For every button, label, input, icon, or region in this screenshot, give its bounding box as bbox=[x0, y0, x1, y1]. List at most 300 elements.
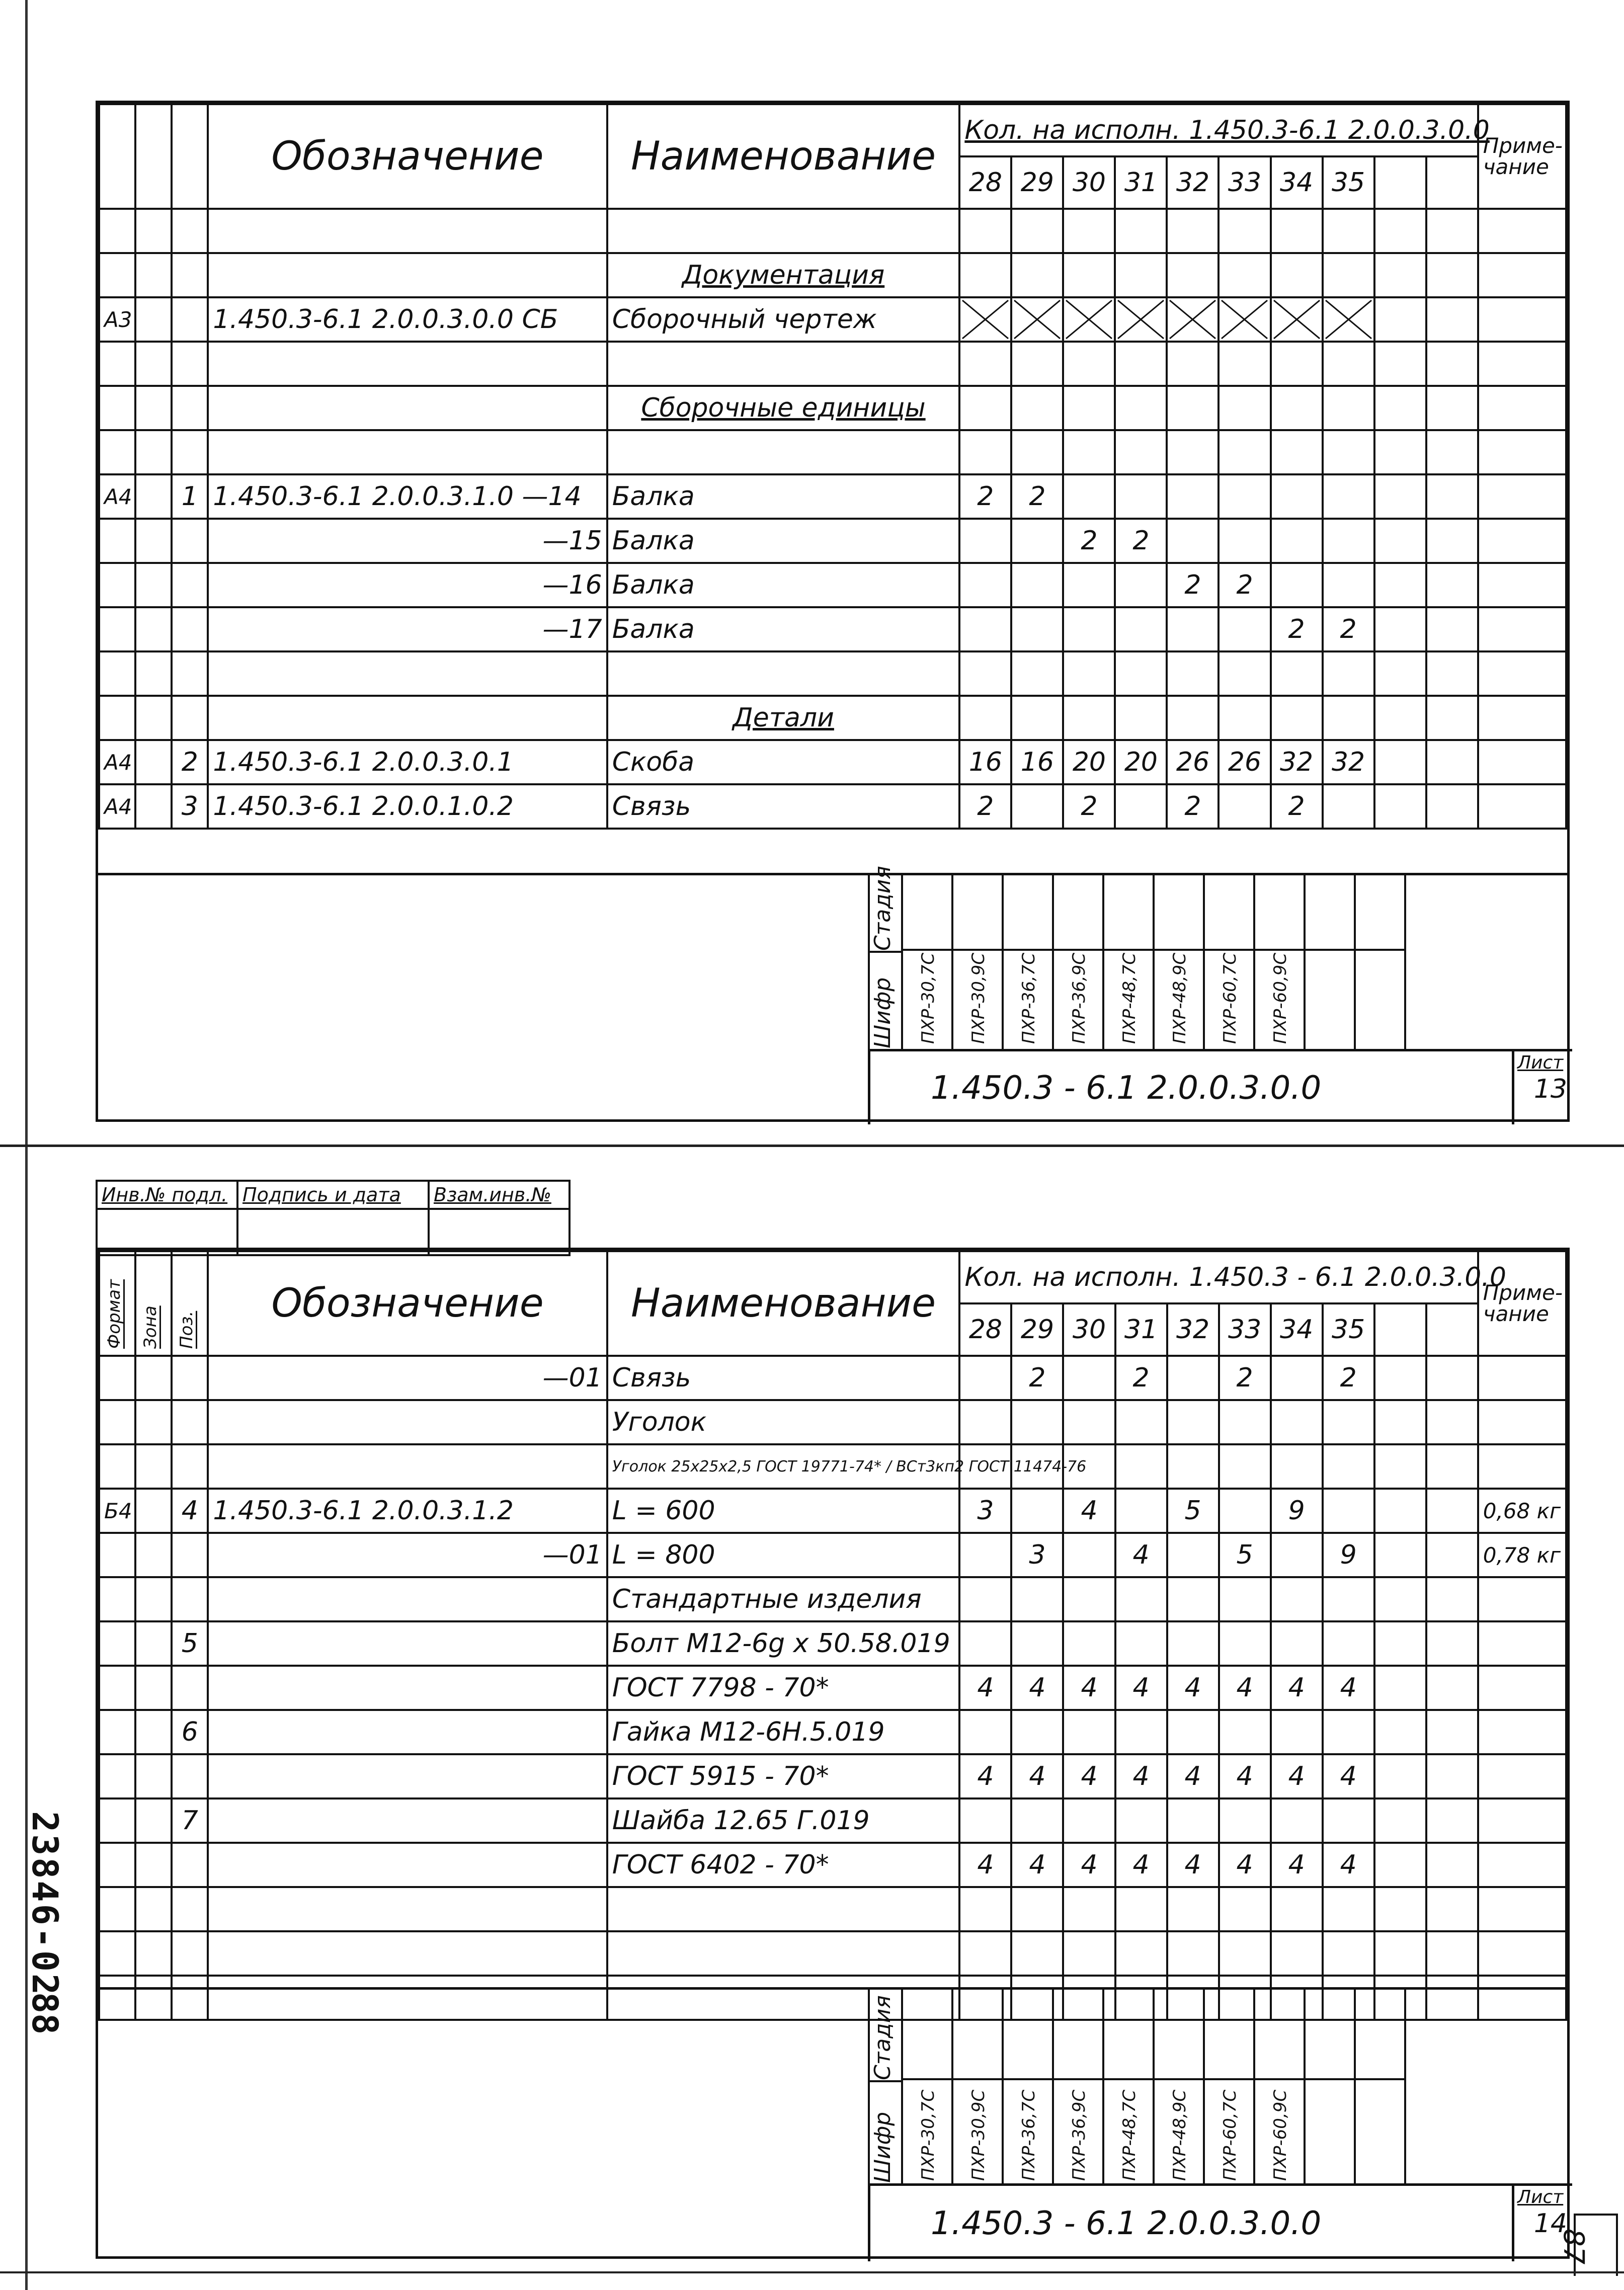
cell bbox=[1011, 342, 1063, 386]
code-value: ПХР-36,9С bbox=[1069, 952, 1089, 1044]
qty-cell bbox=[1115, 1710, 1167, 1754]
cell bbox=[1167, 253, 1219, 297]
qty-cell: 16 bbox=[1011, 740, 1063, 784]
variant-col-35: 35 bbox=[1323, 1303, 1374, 1356]
qty-cell bbox=[1011, 784, 1063, 829]
qty-cell: 4 bbox=[1115, 1754, 1167, 1798]
cell bbox=[1426, 1533, 1478, 1577]
cell bbox=[208, 1887, 607, 1931]
code-cell bbox=[1155, 875, 1205, 1049]
qty-cell: 4 bbox=[1011, 1843, 1063, 1887]
note-cell: 0,68 кг bbox=[1478, 1489, 1566, 1533]
cell bbox=[208, 696, 607, 740]
stage-label: Стадия bbox=[870, 866, 896, 951]
note-cell bbox=[1478, 607, 1566, 651]
cell bbox=[135, 1931, 172, 1976]
spec-row bbox=[99, 1356, 1566, 1400]
note-cell: 0,78 кг bbox=[1478, 1533, 1566, 1577]
header-row-1 bbox=[99, 104, 1566, 156]
zone-cell bbox=[135, 784, 172, 829]
variant-col-33: 33 bbox=[1219, 1303, 1271, 1356]
cell bbox=[99, 430, 135, 474]
name-cell: Болт М12-6g x 50.58.019 bbox=[607, 1621, 960, 1666]
qty-cell bbox=[959, 1710, 1011, 1754]
cross-icon bbox=[1064, 298, 1114, 341]
zone-cell bbox=[135, 1489, 172, 1533]
spec-row bbox=[99, 1577, 1566, 1621]
note-cell bbox=[1478, 1577, 1566, 1621]
qty-cell bbox=[1011, 1489, 1063, 1533]
cell bbox=[1374, 342, 1426, 386]
cell bbox=[1219, 209, 1270, 253]
qty-header: Кол. на исполн. 1.450.3-6.1 2.0.0.3.0.0 bbox=[959, 104, 1478, 156]
cell bbox=[1115, 342, 1167, 386]
cell bbox=[1219, 651, 1270, 696]
qty-cell: 4 bbox=[1011, 1666, 1063, 1710]
qty-cell: 32 bbox=[1323, 740, 1374, 784]
stage-cell bbox=[1306, 875, 1354, 951]
cell bbox=[1011, 696, 1063, 740]
cell bbox=[1011, 430, 1063, 474]
qty-cell: 4 bbox=[1219, 1666, 1271, 1710]
cell bbox=[1323, 253, 1374, 297]
cell bbox=[135, 696, 172, 740]
cell bbox=[1271, 1887, 1323, 1931]
code-value: ПХР-30,7С bbox=[918, 2089, 938, 2181]
note-cell bbox=[1478, 1710, 1566, 1754]
position-cell: 4 bbox=[172, 1489, 208, 1533]
qty-cell bbox=[959, 1400, 1011, 1444]
format-cell bbox=[99, 1444, 135, 1489]
name-cell: Стандартные изделия bbox=[607, 1577, 960, 1621]
variant-col-30: 30 bbox=[1063, 1303, 1115, 1356]
code-value: ПХР-36,7С bbox=[1019, 952, 1039, 1044]
qty-cell bbox=[1115, 784, 1167, 829]
qty-cell bbox=[1271, 1400, 1323, 1444]
code-value: ПХР-48,7С bbox=[1119, 2089, 1140, 2181]
designation-header: Обозначение bbox=[208, 1251, 607, 1356]
cell bbox=[1219, 253, 1270, 297]
qty-cell: 4 bbox=[1323, 1754, 1374, 1798]
blank-row bbox=[99, 342, 1566, 386]
cell bbox=[1323, 1931, 1374, 1976]
name-cell: L = 600 bbox=[607, 1489, 960, 1533]
cross-icon bbox=[960, 298, 1010, 341]
qty-cell bbox=[1115, 1444, 1167, 1489]
qty-cell bbox=[1219, 1577, 1271, 1621]
qty-cell bbox=[1063, 1533, 1115, 1577]
position-cell: 6 bbox=[172, 1710, 208, 1754]
cell bbox=[1374, 1843, 1426, 1887]
cell bbox=[1374, 1887, 1426, 1931]
qty-cell bbox=[1323, 474, 1374, 519]
cell bbox=[1115, 1931, 1167, 1976]
corner-page-number: 87 bbox=[1557, 2229, 1590, 2265]
cell bbox=[1374, 696, 1426, 740]
qty-cell: 4 bbox=[1219, 1754, 1271, 1798]
zone-cell bbox=[135, 563, 172, 607]
position-cell bbox=[172, 1666, 208, 1710]
signature-block bbox=[96, 1180, 571, 1256]
cell bbox=[1478, 1931, 1566, 1976]
qty-cell bbox=[1063, 1577, 1115, 1621]
sheet-number: 13 bbox=[1533, 1074, 1567, 1104]
designation-header: Обозначение bbox=[208, 104, 607, 209]
qty-cell bbox=[1219, 1444, 1271, 1489]
variant-col-29: 29 bbox=[1011, 156, 1063, 209]
cell bbox=[1011, 1931, 1063, 1976]
qty-cell bbox=[1219, 474, 1270, 519]
zone-header-cell bbox=[135, 104, 172, 209]
variant-col-34: 34 bbox=[1271, 1303, 1323, 1356]
cell bbox=[1374, 607, 1426, 651]
stage-cell bbox=[1205, 1990, 1253, 2080]
variant-col-29: 29 bbox=[1011, 1303, 1063, 1356]
spare-code-cell bbox=[1306, 1990, 1356, 2183]
cell bbox=[1167, 1931, 1219, 1976]
cross-mark-cell bbox=[1219, 297, 1270, 342]
spec-row bbox=[99, 1843, 1566, 1887]
zone-header-cell bbox=[135, 1251, 172, 1356]
designation-cell: —15 bbox=[208, 519, 607, 563]
cell bbox=[1478, 696, 1566, 740]
name-cell: Уголок 25x25x2,5 ГОСТ 19771-74* / ВСт3кп2 ГОСТ 11474-76 bbox=[607, 1444, 960, 1489]
sheet-label: Лист bbox=[1517, 1052, 1564, 1073]
position-cell bbox=[172, 1356, 208, 1400]
cell bbox=[959, 253, 1011, 297]
cell bbox=[1167, 1887, 1219, 1931]
code-value: ПХР-30,7С bbox=[918, 952, 938, 1044]
cell bbox=[1426, 607, 1478, 651]
cell bbox=[1426, 740, 1478, 784]
doc-number: 1.450.3 - 6.1 2.0.0.3.0.0 bbox=[931, 2205, 1322, 2242]
zone-cell bbox=[135, 1356, 172, 1400]
qty-cell bbox=[1271, 1577, 1323, 1621]
qty-cell bbox=[1167, 1798, 1219, 1843]
name-cell: Балка bbox=[607, 607, 960, 651]
cross-icon bbox=[1324, 298, 1373, 341]
code-cell bbox=[1004, 1990, 1054, 2183]
variant-col-32: 32 bbox=[1167, 156, 1219, 209]
sheet-number: 14 bbox=[1533, 2209, 1567, 2239]
cell bbox=[1426, 1710, 1478, 1754]
spec-row bbox=[99, 1798, 1566, 1843]
qty-cell: 3 bbox=[1011, 1533, 1063, 1577]
qty-cell: 4 bbox=[959, 1843, 1011, 1887]
cell bbox=[607, 1887, 960, 1931]
cell bbox=[1011, 1887, 1063, 1931]
cell bbox=[99, 1931, 135, 1976]
spec-row bbox=[99, 1489, 1566, 1533]
position-cell bbox=[172, 563, 208, 607]
cell bbox=[1478, 1887, 1566, 1931]
qty-cell: 2 bbox=[959, 474, 1011, 519]
cell bbox=[1426, 342, 1478, 386]
qty-cell: 26 bbox=[1219, 740, 1270, 784]
cell bbox=[1167, 209, 1219, 253]
format-cell bbox=[99, 1754, 135, 1798]
cell bbox=[1426, 209, 1478, 253]
cell bbox=[1426, 784, 1478, 829]
designation-cell: —01 bbox=[208, 1356, 607, 1400]
code-cell bbox=[1104, 1990, 1155, 2183]
code-value: ПХР-36,7С bbox=[1019, 2089, 1039, 2181]
format-cell: А4 bbox=[99, 474, 135, 519]
code-value: ПХР-60,9С bbox=[1270, 952, 1290, 1044]
cell bbox=[99, 1887, 135, 1931]
spec-body bbox=[99, 209, 1566, 829]
qty-cell: 20 bbox=[1063, 740, 1115, 784]
qty-cell: 2 bbox=[1323, 607, 1374, 651]
blank-row bbox=[99, 651, 1566, 696]
cell bbox=[1374, 1621, 1426, 1666]
cell bbox=[1426, 1444, 1478, 1489]
zone-cell bbox=[135, 297, 172, 342]
position-cell bbox=[172, 1400, 208, 1444]
qty-cell: 2 bbox=[1011, 1356, 1063, 1400]
cell bbox=[1011, 386, 1063, 430]
designation-cell bbox=[208, 1577, 607, 1621]
cell bbox=[1478, 430, 1566, 474]
designation-cell bbox=[208, 1444, 607, 1489]
qty-cell: 4 bbox=[1323, 1666, 1374, 1710]
qty-cell bbox=[959, 1533, 1011, 1577]
designation-cell: —01 bbox=[208, 1533, 607, 1577]
qty-cell bbox=[1323, 784, 1374, 829]
cell bbox=[1115, 209, 1167, 253]
cell bbox=[1219, 1931, 1271, 1976]
cell bbox=[607, 342, 960, 386]
qty-cell bbox=[1167, 1710, 1219, 1754]
code-cell bbox=[1255, 875, 1306, 1049]
qty-cell bbox=[1323, 1710, 1374, 1754]
cell bbox=[1271, 1931, 1323, 1976]
code-value: ПХР-60,7С bbox=[1220, 2089, 1240, 2181]
stage-cell bbox=[1054, 875, 1102, 951]
qty-cell bbox=[1323, 519, 1374, 563]
zone-cell bbox=[135, 1577, 172, 1621]
fmt-header: Формат bbox=[104, 1279, 124, 1349]
note-cell bbox=[1478, 1843, 1566, 1887]
qty-cell bbox=[1219, 1710, 1271, 1754]
stage-cell bbox=[1306, 1990, 1354, 2080]
cell bbox=[172, 1931, 208, 1976]
cross-icon bbox=[1220, 298, 1269, 341]
qty-cell bbox=[1011, 1577, 1063, 1621]
format-cell bbox=[99, 519, 135, 563]
format-cell bbox=[99, 1666, 135, 1710]
spec-row bbox=[99, 297, 1566, 342]
qty-cell bbox=[1011, 1798, 1063, 1843]
designation-cell: —17 bbox=[208, 607, 607, 651]
cell bbox=[1426, 1666, 1478, 1710]
cell bbox=[1478, 253, 1566, 297]
cell bbox=[607, 430, 960, 474]
cell bbox=[1167, 696, 1219, 740]
code-cell bbox=[953, 1990, 1004, 2183]
cell bbox=[1219, 342, 1270, 386]
cell bbox=[1426, 1400, 1478, 1444]
qty-cell: 2 bbox=[1323, 1356, 1374, 1400]
cell bbox=[1167, 430, 1219, 474]
name-cell: L = 800 bbox=[607, 1533, 960, 1577]
code-label: Шифр bbox=[870, 2111, 896, 2183]
note-cell bbox=[1478, 1444, 1566, 1489]
qty-cell: 2 bbox=[959, 784, 1011, 829]
archive-code: 23846-02 bbox=[24, 1811, 65, 1997]
cell bbox=[1478, 209, 1566, 253]
designation-cell: —16 bbox=[208, 563, 607, 607]
qty-cell: 4 bbox=[1167, 1843, 1219, 1887]
qty-cell: 2 bbox=[1011, 474, 1063, 519]
note-header: Приме-чание bbox=[1478, 104, 1566, 209]
cell bbox=[99, 696, 135, 740]
qty-cell bbox=[1219, 1798, 1271, 1843]
cross-mark-cell bbox=[1271, 297, 1323, 342]
stage-cell bbox=[1004, 1990, 1052, 2080]
format-cell bbox=[99, 1400, 135, 1444]
blank-row bbox=[99, 1887, 1566, 1931]
qty-cell bbox=[1219, 1489, 1271, 1533]
blank-row bbox=[99, 430, 1566, 474]
qty-cell bbox=[1063, 1400, 1115, 1444]
position-cell bbox=[172, 1754, 208, 1798]
spare-col bbox=[1374, 156, 1426, 209]
format-cell bbox=[99, 1710, 135, 1754]
stage-cell bbox=[1155, 875, 1203, 951]
cell bbox=[208, 342, 607, 386]
position-cell bbox=[172, 297, 208, 342]
cell bbox=[1271, 386, 1323, 430]
format-cell: Б4 bbox=[99, 1489, 135, 1533]
qty-cell bbox=[1271, 1444, 1323, 1489]
qty-cell bbox=[1011, 519, 1063, 563]
qty-cell: 4 bbox=[1011, 1754, 1063, 1798]
code-cell bbox=[953, 875, 1004, 1049]
cell bbox=[1374, 563, 1426, 607]
cell bbox=[1374, 1400, 1426, 1444]
qty-cell bbox=[959, 519, 1011, 563]
cell bbox=[1115, 651, 1167, 696]
code-value: ПХР-48,7С bbox=[1119, 952, 1140, 1044]
cell bbox=[1323, 342, 1374, 386]
qty-cell bbox=[1011, 1710, 1063, 1754]
doc-number: 1.450.3 - 6.1 2.0.0.3.0.0 bbox=[931, 1069, 1322, 1107]
cell bbox=[1426, 474, 1478, 519]
section-title: Документация bbox=[607, 253, 960, 297]
qty-cell: 2 bbox=[1115, 519, 1167, 563]
qty-cell: 2 bbox=[1167, 563, 1219, 607]
note-cell bbox=[1478, 1400, 1566, 1444]
qty-cell: 2 bbox=[1271, 784, 1323, 829]
qty-cell: 4 bbox=[1115, 1666, 1167, 1710]
pos-header-cell bbox=[172, 1251, 208, 1356]
spare-col bbox=[1426, 1303, 1478, 1356]
pos-header: Поз. bbox=[177, 1311, 197, 1349]
qty-cell bbox=[1167, 1533, 1219, 1577]
cell bbox=[1478, 651, 1566, 696]
cell bbox=[1271, 430, 1323, 474]
spare-code-cell bbox=[1306, 875, 1356, 1049]
note-header: Приме-чание bbox=[1478, 1251, 1566, 1356]
qty-cell: 4 bbox=[959, 1754, 1011, 1798]
cell bbox=[1219, 430, 1270, 474]
designation-cell: 1.450.3-6.1 2.0.0.3.1.2 bbox=[208, 1489, 607, 1533]
qty-cell: 4 bbox=[1115, 1533, 1167, 1577]
qty-cell: 4 bbox=[1323, 1843, 1374, 1887]
cell bbox=[1374, 651, 1426, 696]
position-cell: 7 bbox=[172, 1798, 208, 1843]
name-cell: ГОСТ 7798 - 70* bbox=[607, 1666, 960, 1710]
zone-cell bbox=[135, 1843, 172, 1887]
qty-cell: 2 bbox=[1219, 563, 1270, 607]
section-title: Детали bbox=[607, 696, 960, 740]
qty-cell bbox=[1219, 607, 1270, 651]
cell bbox=[172, 342, 208, 386]
format-cell: А4 bbox=[99, 740, 135, 784]
cross-mark-cell bbox=[1115, 297, 1167, 342]
qty-cell bbox=[959, 607, 1011, 651]
cell bbox=[172, 696, 208, 740]
cell bbox=[1426, 1887, 1478, 1931]
designation-cell: 1.450.3-6.1 2.0.0.3.0.0 СБ bbox=[208, 297, 607, 342]
qty-cell bbox=[1271, 1533, 1323, 1577]
qty-cell bbox=[1167, 1621, 1219, 1666]
position-cell bbox=[172, 519, 208, 563]
cell bbox=[1011, 209, 1063, 253]
qty-cell: 3 bbox=[959, 1489, 1011, 1533]
qty-cell bbox=[1219, 784, 1270, 829]
designation-cell bbox=[208, 1400, 607, 1444]
qty-cell bbox=[1167, 1356, 1219, 1400]
code-cell bbox=[903, 875, 953, 1049]
qty-cell bbox=[1063, 1798, 1115, 1843]
code-value: ПХР-48,9С bbox=[1170, 2089, 1190, 2181]
cell bbox=[1374, 1489, 1426, 1533]
cell bbox=[1374, 1533, 1426, 1577]
cross-icon bbox=[1168, 298, 1217, 341]
cell bbox=[1271, 209, 1323, 253]
qty-cell bbox=[1271, 1356, 1323, 1400]
cell bbox=[135, 430, 172, 474]
position-cell: 5 bbox=[172, 1621, 208, 1666]
cell bbox=[1323, 651, 1374, 696]
cell bbox=[1426, 1931, 1478, 1976]
cell bbox=[1426, 1843, 1478, 1887]
zone-cell bbox=[135, 1666, 172, 1710]
cell bbox=[208, 386, 607, 430]
variant-col-34: 34 bbox=[1271, 156, 1323, 209]
qty-cell: 26 bbox=[1167, 740, 1219, 784]
note-cell bbox=[1478, 1356, 1566, 1400]
qty-cell bbox=[959, 1577, 1011, 1621]
qty-cell bbox=[1219, 1621, 1271, 1666]
stamp-area bbox=[98, 866, 1567, 1122]
designation-cell bbox=[208, 1710, 607, 1754]
qty-cell: 4 bbox=[1271, 1666, 1323, 1710]
qty-cell: 4 bbox=[1167, 1754, 1219, 1798]
spec-body bbox=[99, 1356, 1566, 2020]
stage-cell bbox=[1155, 1990, 1203, 2080]
cell bbox=[99, 253, 135, 297]
variant-col-28: 28 bbox=[959, 1303, 1011, 1356]
name-cell: Балка bbox=[607, 474, 960, 519]
code-value: ПХР-60,9С bbox=[1270, 2089, 1290, 2181]
cell bbox=[1115, 430, 1167, 474]
code-cell bbox=[1004, 875, 1054, 1049]
spec-table-sheet-13 bbox=[98, 103, 1567, 830]
spec-row bbox=[99, 1710, 1566, 1754]
